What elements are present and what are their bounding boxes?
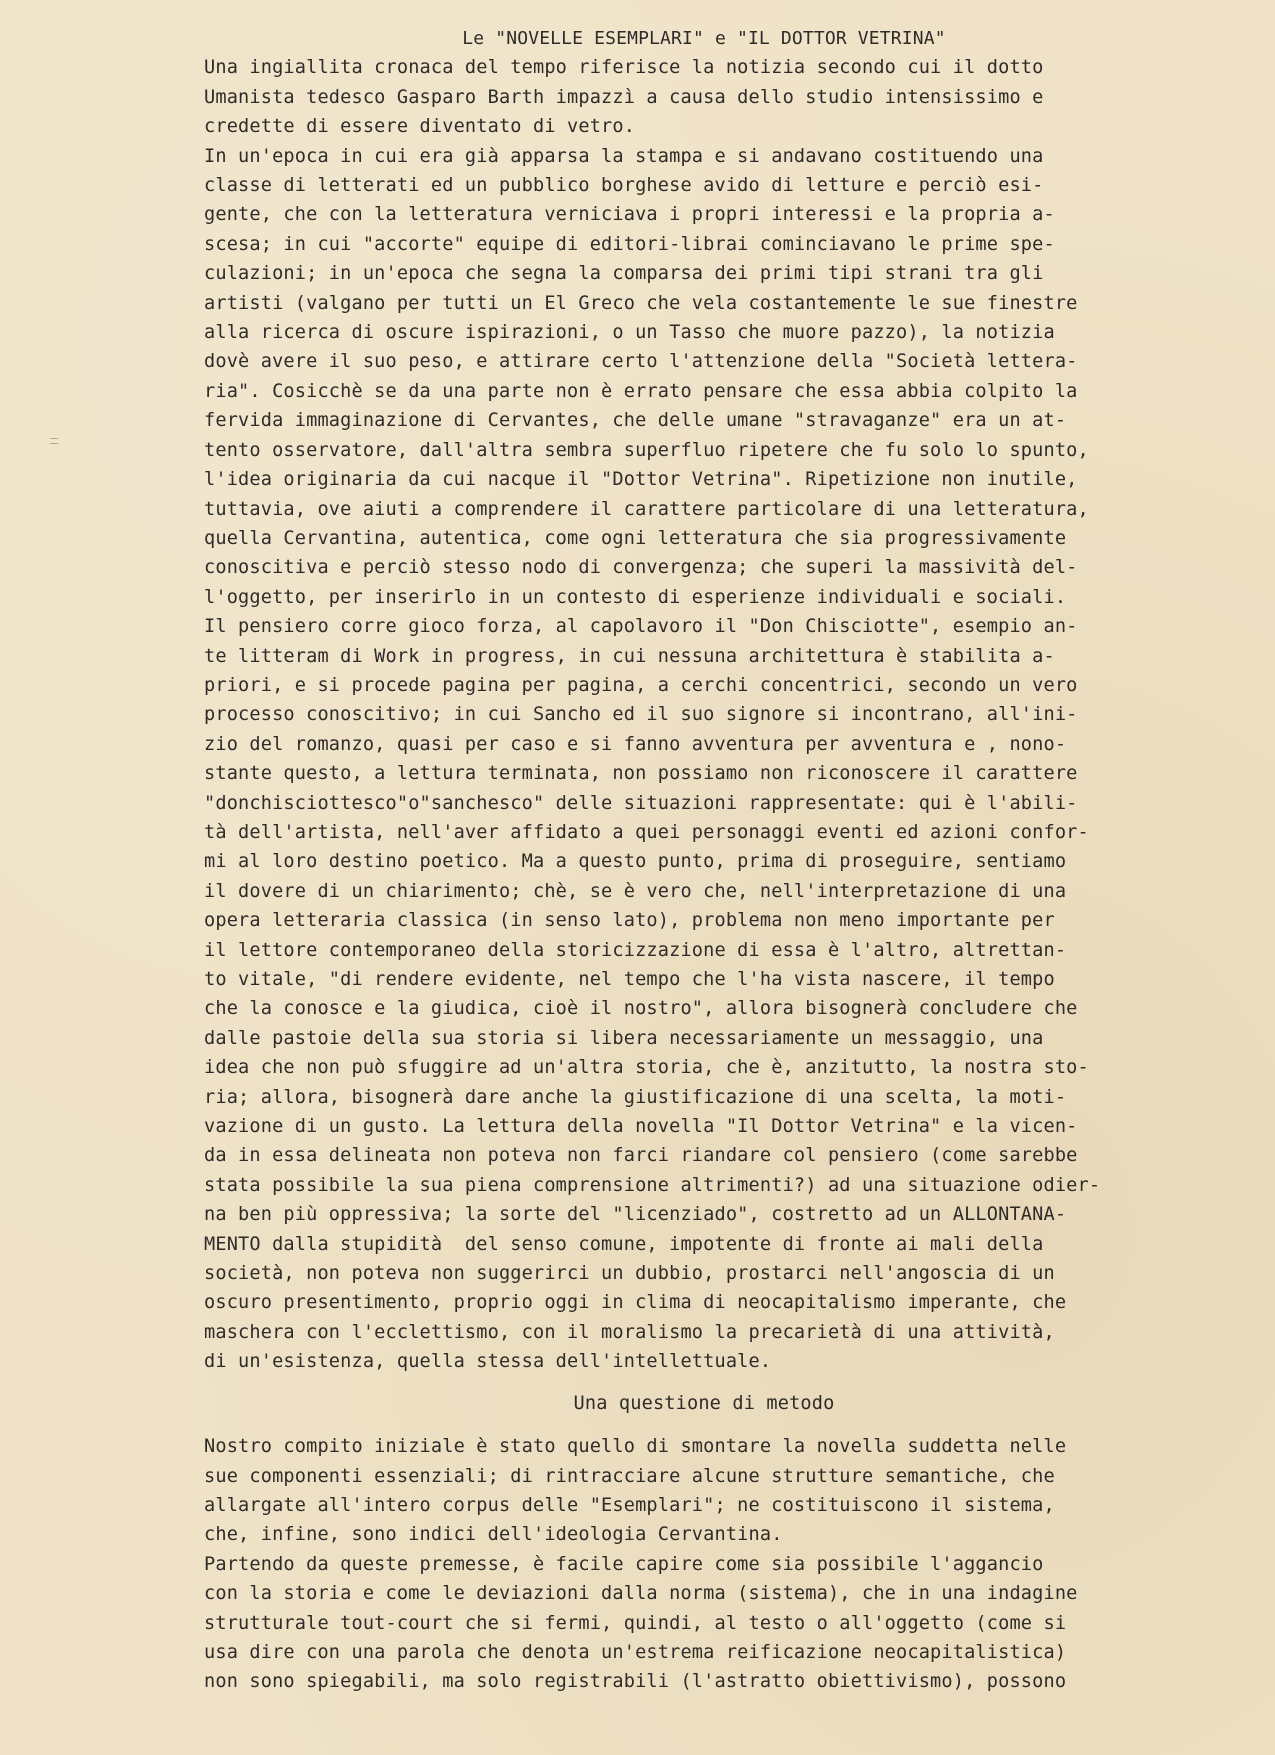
text-line: zio del romanzo, quasi per caso e si fanno avventura per avventura e , nono- [204,733,1067,755]
text-line: ria; allora, bisognerà dare anche la giustificazione di una scelta, la moti- [204,1086,1067,1108]
text-line: opera letteraria classica (in senso lato), problema non meno importante per [204,910,1055,932]
text-line: Umanista tedesco Gasparo Barth impazzì a causa dello studio intensissimo e [204,86,1044,108]
text-line: to vitale, "di rendere evidente, nel tempo che l'ha vista nascere, il tempo [204,969,1055,990]
paragraph-3 [204,1432,1254,1697]
text-line: culazioni; in un'epoca che segna la comparsa dei primi tipi strani tra gli [204,263,1044,285]
text-line: classe di letterati ed un pubblico borghese avido di letture e perciò esi- [204,175,1044,197]
text-line: gente, che con la letteratura verniciava i propri interessi e la propria a- [204,204,1055,226]
text-line: tuttavia, ove aiuti a comprendere il carattere particolare di una letteratura, [204,498,1089,520]
text-line: maschera con l'ecclettismo, con il moralismo la precarietà di una attività, [204,1321,1055,1343]
text-line: strutturale tout-court che si fermi, quindi, al testo o all'oggetto (come si [204,1612,1067,1634]
text-line: Nostro compito iniziale è stato quello di smontare la novella suddetta nelle [204,1436,1067,1458]
paragraph-1 [204,53,1254,141]
text-line: l'idea originaria da cui nacque il "Dottor Vetrina". Ripetizione non inutile, [204,469,1078,491]
text-line: vazione di un gusto. La lettura della novella "Il Dottor Vetrina" e la vicen- [204,1116,1078,1138]
text-line: stata possibile la sua piena comprensione altrimenti?) ad una situazione odier- [204,1174,1101,1196]
document-body [204,24,1254,1697]
text-line: da in essa delineata non poteva non farci riandare col pensiero (come sarebbe [204,1145,1078,1167]
text-line: credette di essere diventato di vetro. [204,116,636,138]
text-line: idea che non può sfuggire ad un'altra storia, che è, anzitutto, la nostra sto- [204,1057,1089,1079]
text-line: MENTO dalla stupidità del senso comune, impotente di fronte ai mali della [204,1233,1044,1255]
text-line: fervida immaginazione di Cervantes, che delle umane "stravaganze" era un at- [204,410,1067,432]
text-line: non sono spiegabili, ma solo registrabili (l'astratto obiettivismo), possono [204,1671,1067,1693]
text-line: na ben più oppressiva; la sorte del "licenziado", costretto ad un ALLONTANA- [204,1204,1067,1226]
text-line: conoscitiva e perciò stesso nodo di convergenza; che superi la massività del- [204,557,1078,579]
document-title: Le "NOVELLE ESEMPLARI" e "IL DOTTOR VETRINA" [462,28,946,49]
text-line: società, non poteva non suggerirci un dubbio, prostarci nell'angoscia di un [204,1263,1055,1285]
text-line: l'oggetto, per inserirlo in un contesto di esperienze individuali e sociali. [204,586,1067,608]
text-line: alla ricerca di oscure ispirazioni, o un Tasso che muore pazzo), la notizia [204,322,1055,344]
text-line: Il pensiero corre gioco forza, al capolavoro il "Don Chisciotte", esempio an- [204,616,1078,638]
text-line: stante questo, a lettura terminata, non possiamo non riconoscere il carattere [204,763,1078,785]
text-line: con la storia e come le deviazioni dalla norma (sistema), che in una indagine [204,1583,1078,1605]
text-line: processo conoscitivo; in cui Sancho ed il suo signore si incontrano, all'ini- [204,704,1078,726]
text-line: priori, e si procede pagina per pagina, a cerchi concentrici, secondo un vero [204,674,1078,696]
paragraph-2 [204,142,1254,1377]
text-line: mi al loro destino poetico. Ma a questo punto, prima di proseguire, sentiamo [204,851,1067,873]
text-line: dovè avere il suo peso, e attirare certo l'attenzione della "Società lettera- [204,351,1078,373]
text-line: tento osservatore, dall'altra sembra superfluo ripetere che fu solo lo spunto, [204,439,1089,461]
edge-mark [50,438,58,444]
text-line: scesa; in cui "accorte" equipe di editori-librai cominciavano le prime spe- [204,233,1055,255]
text-line: dalle pastoie della sua storia si libera necessariamente un messaggio, una [204,1027,1044,1049]
text-line: oscuro presentimento, proprio oggi in clima di neocapitalismo imperante, che [204,1292,1067,1314]
section-heading: Una questione di metodo [573,1392,835,1414]
text-line: di un'esistenza, quella stessa dell'intellettuale. [204,1351,772,1373]
text-line: te litteram di Work in progress, in cui nessuna architettura è stabilita a- [204,645,1055,667]
text-line: quella Cervantina, autentica, come ogni letteratura che sia progressivamente [204,527,1067,549]
text-line: "donchisciottesco"o"sanchesco" delle situazioni rappresentate: qui è l'abili- [204,792,1078,814]
text-line: Partendo da queste premesse, è facile capire come sia possibile l'aggancio [204,1553,1044,1575]
text-line: il dovere di un chiarimento; chè, se è vero che, nell'interpretazione di una [204,880,1067,902]
text-line: il lettore contemporaneo della storicizzazione di essa è l'altro, altrettan- [204,939,1067,961]
text-line: tà dell'artista, nell'aver affidato a quei personaggi eventi ed azioni confor- [204,821,1089,843]
text-line: usa dire con una parola che denota un'estrema reificazione neocapitalistica) [204,1641,1067,1663]
text-line: che, infine, sono indici dell'ideologia Cervantina. [204,1524,783,1546]
text-line: sue componenti essenziali; di rintracciare alcune strutture semantiche, che [204,1465,1055,1487]
text-line: che la conosce e la giudica, cioè il nostro", allora bisognerà concludere che [204,998,1078,1020]
text-line: artisti (valgano per tutti un El Greco che vela costantemente le sue finestre [204,292,1078,314]
text-line: ria". Cosicchè se da una parte non è errato pensare che essa abbia colpito la [204,380,1078,402]
text-line: In un'epoca in cui era già apparsa la stampa e si andavano costituendo una [204,145,1044,167]
text-line: Una ingiallita cronaca del tempo riferisce la notizia secondo cui il dotto [204,57,1044,79]
text-line: allargate all'intero corpus delle "Esemplari"; ne costituiscono il sistema, [204,1494,1055,1516]
